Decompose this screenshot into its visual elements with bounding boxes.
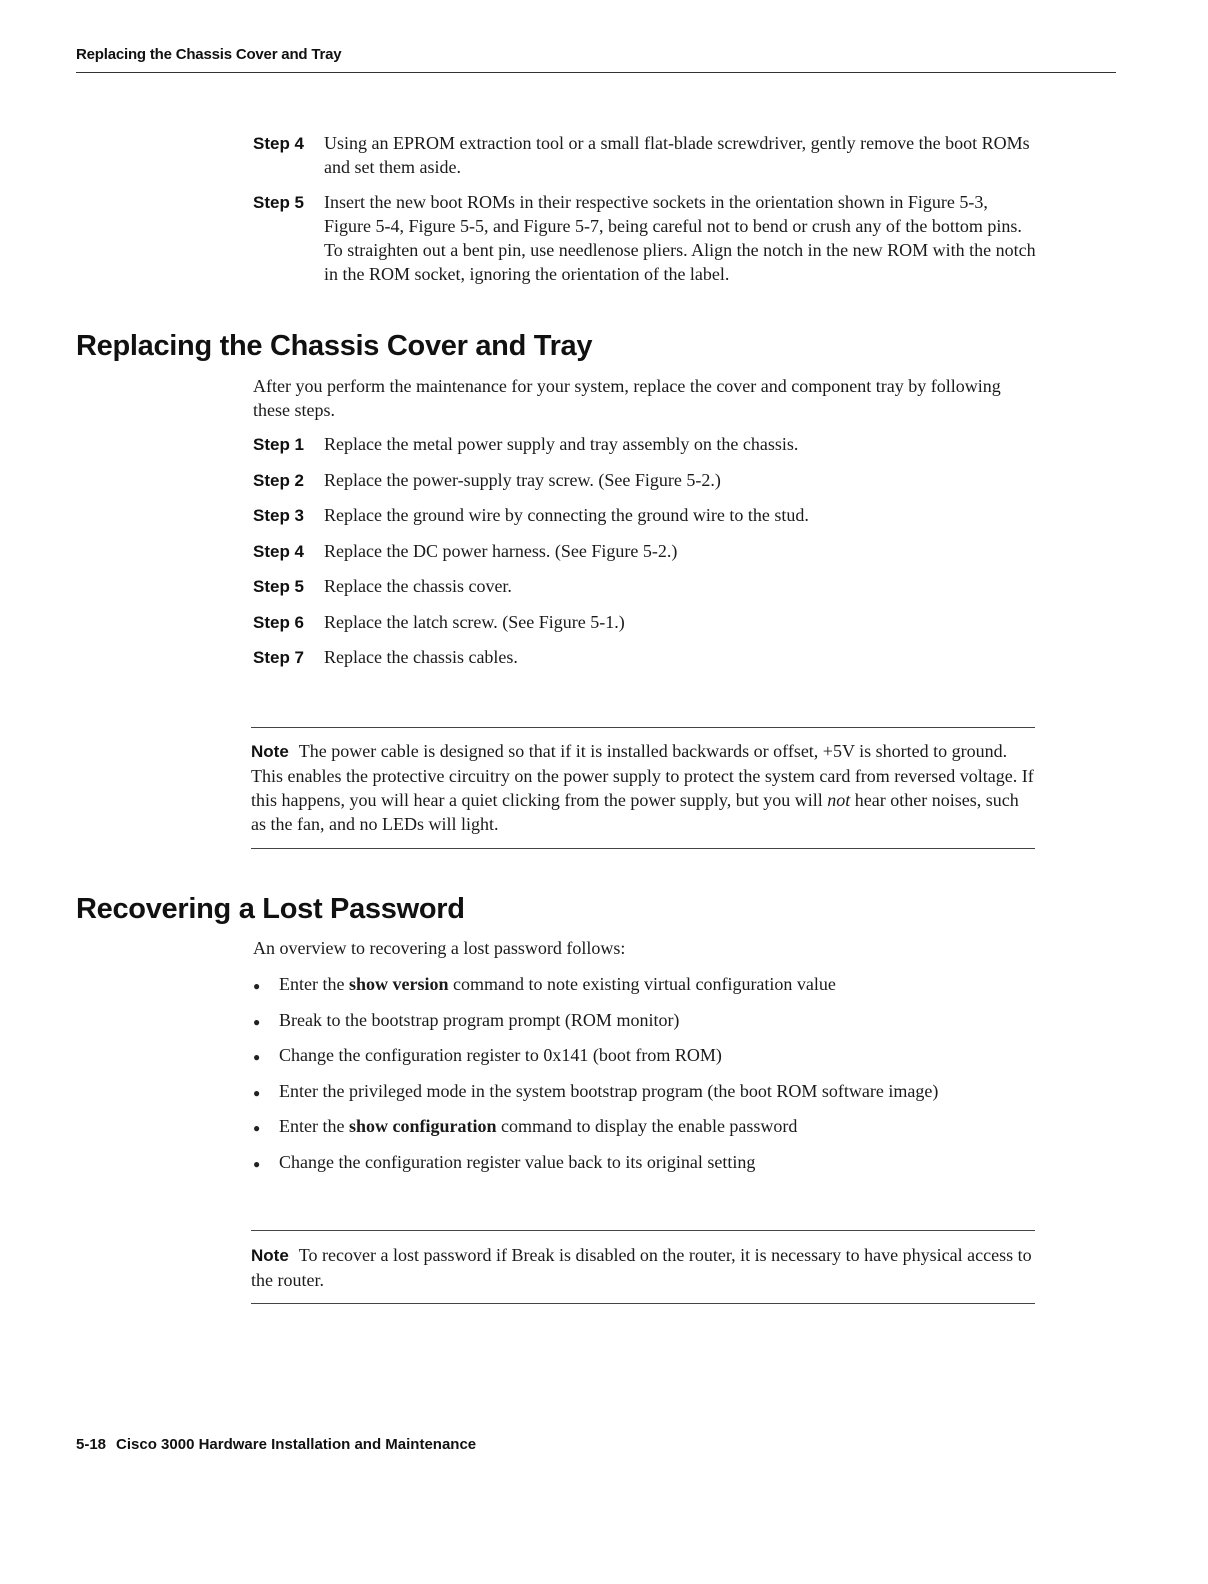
list-item-text: Change the configuration register value back to its original setting	[279, 1151, 756, 1172]
book-title: Cisco 3000 Hardware Installation and Maintenance	[116, 1436, 477, 1453]
list-item	[253, 1043, 1043, 1079]
note-power-cable	[251, 739, 1035, 836]
step-item	[253, 190, 1038, 286]
list-item-text: Enter the privileged mode in the system bootstrap program (the boot ROM software image)	[279, 1080, 939, 1101]
note-label: Note	[251, 742, 289, 761]
note-rule-top	[251, 727, 1035, 728]
chassis-steps	[253, 432, 1038, 681]
bullet-icon: ●	[253, 1121, 261, 1136]
bullet-icon: ●	[253, 979, 261, 993]
list-item	[253, 1114, 1043, 1150]
section-intro: An overview to recovering a lost password follows:	[253, 938, 626, 958]
page-footer	[76, 1436, 476, 1453]
list-item-text-end: command to display the enable password	[496, 1116, 798, 1137]
step-text: Replace the ground wire by connecting the ground wire to the stud.	[324, 505, 809, 525]
step-label: Step 1	[253, 435, 305, 454]
bullet-icon: ●	[253, 1014, 261, 1029]
step-item	[253, 539, 1038, 575]
note-text: The power cable is designed so that if it is installed backwards or offset, +5V is shorted to ground. This enables the protective circuitry on the power supply to protect the system card from reversed voltage. If this happens, you will hear a quiet clicking from the power supply, but you will	[251, 741, 1034, 810]
note-break-disabled	[251, 1243, 1035, 1292]
step-item	[253, 610, 1038, 646]
list-item-text: Enter the	[279, 974, 349, 994]
list-item-text: Change the configuration register to 0x141 (boot from ROM)	[279, 1045, 722, 1066]
step-text: Insert the new boot ROMs in their respective sockets in the orientation shown in Figure 5-3, Figure 5-4, Figure 5-5, and Figure 5-7, being careful not to bend or crush any of the bottom pins. To straighten out a bent pin, use needlenose pliers. Align the notch in the new ROM with the notch in the ROM socket, ignoring the orientation of the label.	[324, 192, 1036, 284]
list-item	[253, 1008, 1043, 1044]
step-label: Step 6	[253, 612, 305, 632]
bullet-icon: ●	[253, 1050, 261, 1065]
note-text: To recover a lost password if Break is disabled on the router, it is necessary to have physical access to the router.	[251, 1245, 1032, 1290]
note-emphasis: not	[827, 790, 851, 810]
list-item	[253, 972, 1043, 1008]
command-name: show version	[348, 974, 449, 994]
step-text: Replace the chassis cover.	[324, 576, 512, 596]
list-item-text: Enter the	[279, 1116, 349, 1137]
step-item	[253, 468, 1038, 504]
note-rule-top	[251, 1230, 1035, 1231]
header-rule	[76, 72, 1116, 73]
note-rule-bottom	[251, 1303, 1035, 1304]
section-heading-lost-password: Recovering a Lost Password	[76, 893, 465, 925]
step-item	[253, 645, 1038, 681]
top-steps	[253, 131, 1038, 286]
step-label: Step 2	[253, 470, 305, 490]
note-rule-bottom	[251, 848, 1035, 849]
step-text: Replace the chassis cables.	[324, 647, 518, 667]
bullet-icon: ●	[253, 1085, 261, 1100]
command-name: show configuration	[348, 1116, 497, 1137]
section-heading-chassis-cover: Replacing the Chassis Cover and Tray	[76, 330, 593, 362]
step-item	[253, 503, 1038, 539]
step-label: Step 5	[253, 577, 305, 596]
page-number: 5-18	[76, 1436, 107, 1453]
step-item	[253, 574, 1038, 610]
list-item-text: Break to the bootstrap program prompt (ROM monitor)	[279, 1009, 680, 1030]
step-label: Step 5	[253, 193, 305, 212]
list-item	[253, 1079, 1043, 1115]
section-intro: After you perform the maintenance for your system, replace the cover and component tray by following these steps.	[253, 376, 1001, 420]
note-text-end: hear other noises, such as the fan, and no LEDs will light.	[251, 790, 1019, 834]
step-text: Replace the latch screw. (See Figure 5-1.)	[324, 611, 625, 632]
step-label: Step 4	[253, 541, 305, 561]
password-steps-list	[253, 972, 1043, 1186]
step-text: Replace the metal power supply and tray assembly on the chassis.	[324, 434, 799, 454]
running-head: Replacing the Chassis Cover and Tray	[76, 46, 342, 63]
step-item	[253, 432, 1038, 468]
step-label: Step 3	[253, 506, 305, 525]
step-label: Step 4	[253, 134, 305, 153]
list-item-text-end: command to note existing virtual configuration value	[448, 974, 836, 994]
step-label: Step 7	[253, 648, 305, 667]
bullet-icon: ●	[253, 1156, 261, 1171]
list-item	[253, 1150, 1043, 1186]
note-label: Note	[251, 1246, 289, 1265]
step-text: Replace the DC power harness. (See Figure 5-2.)	[324, 540, 678, 561]
step-item	[253, 131, 1038, 179]
step-text: Replace the power-supply tray screw. (See Figure 5-2.)	[324, 469, 721, 490]
step-text: Using an EPROM extraction tool or a small flat-blade screwdriver, gently remove the boot ROMs and set them aside.	[324, 133, 1030, 177]
